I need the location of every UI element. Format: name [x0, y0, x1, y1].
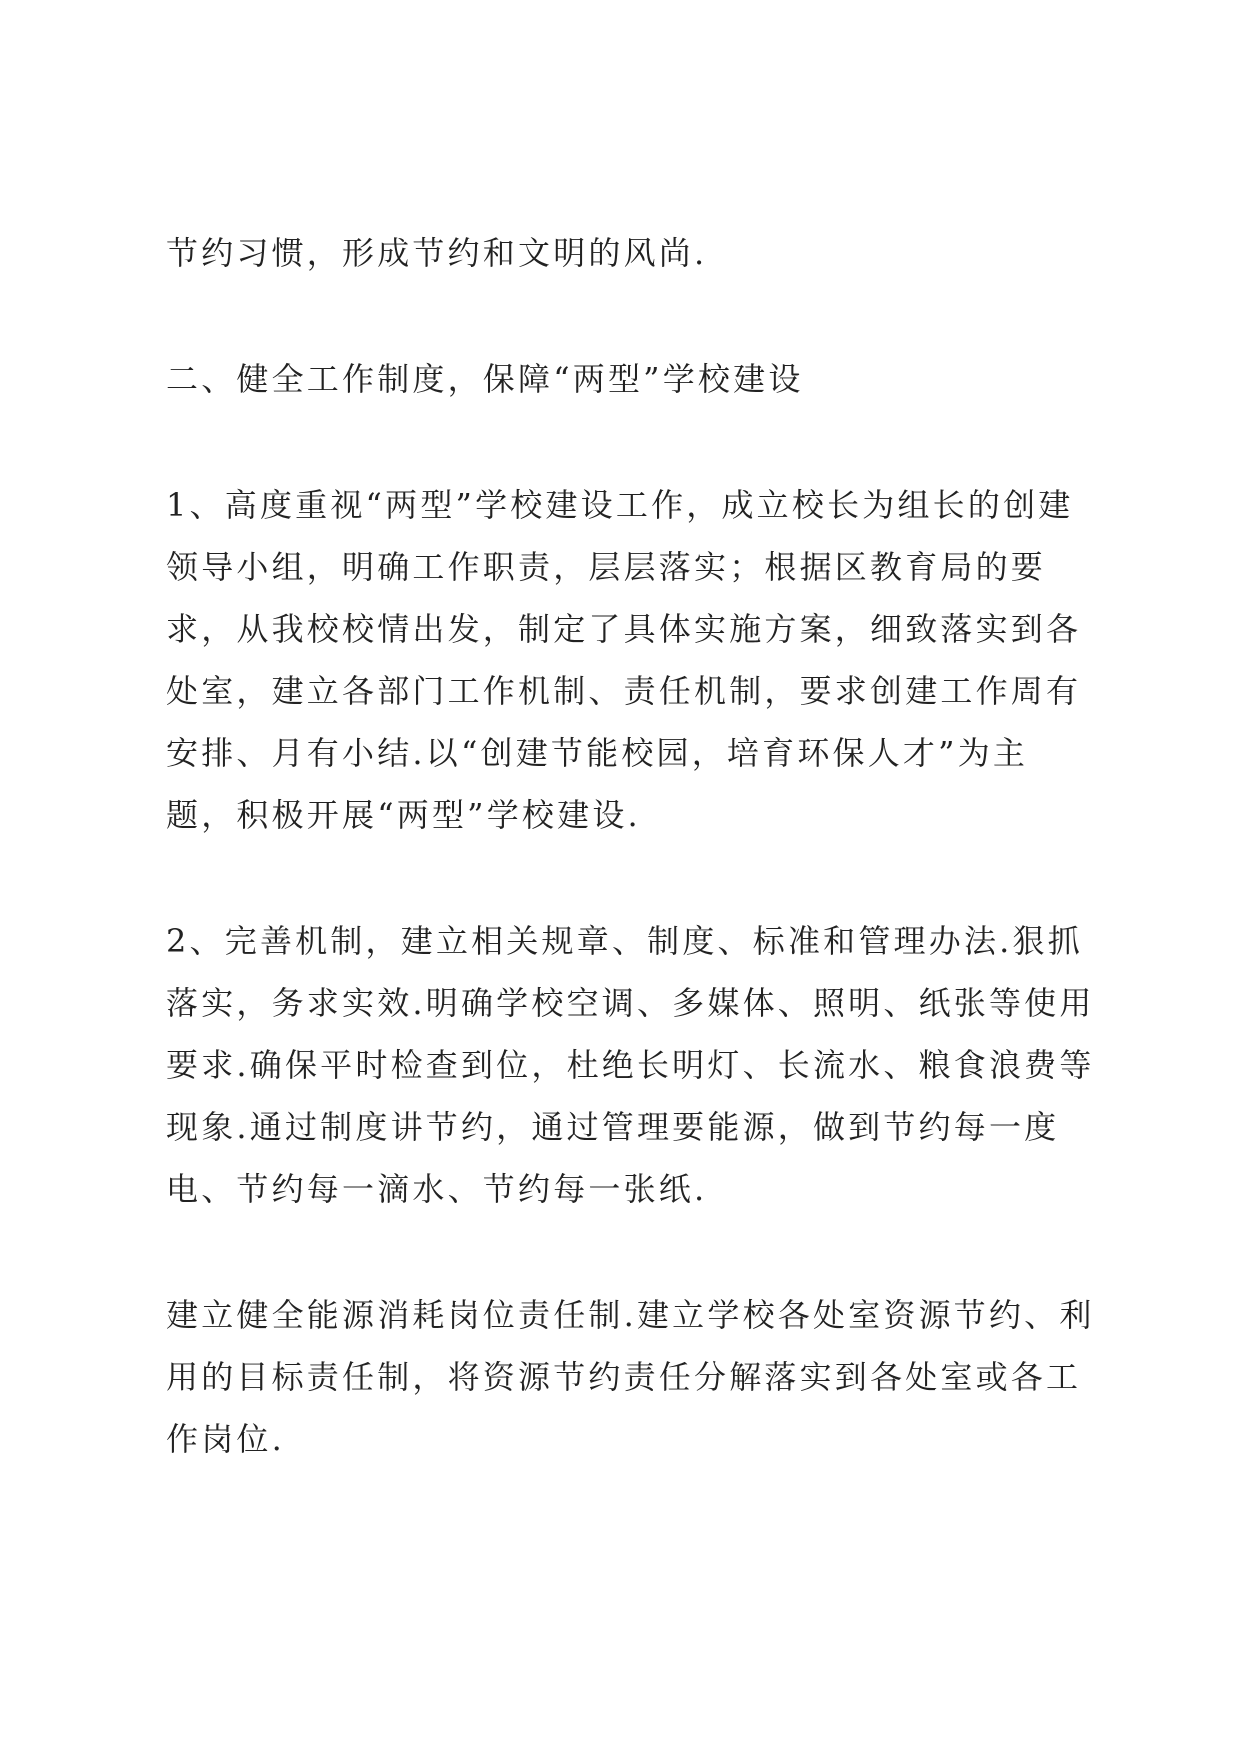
paragraph-responsibility: 建立健全能源消耗岗位责任制.建立学校各处室资源节约、利用的目标责任制，将资源节约责任分解落实到各处室或各工作岗位.: [166, 1296, 1095, 1458]
paragraph-item-1: 1、高度重视“两型”学校建设工作，成立校长为组长的创建领导小组，明确工作职责，层层落实；根据区教育局的要求，从我校校情出发，制定了具体实施方案，细致落实到各处室，建立各部门工作机制、责任机制，要求创建工作周有安排、月有小结.以“创建节能校园，培育环保人才”为主题，积极开展“两型”学校建设.: [166, 486, 1082, 834]
document-body: [166, 222, 1096, 1470]
paragraph-item-2: 2、完善机制，建立相关规章、制度、标准和管理办法.狠抓落实，务求实效.明确学校空调、多媒体、照明、纸张等使用要求.确保平时检查到位，杜绝长明灯、长流水、粮食浪费等现象.通过制度讲节约，通过管理要能源，做到节约每一度电、节约每一滴水、节约每一张纸.: [166, 922, 1095, 1208]
paragraph-continuation: 节约习惯，形成节约和文明的风尚.: [166, 234, 708, 272]
section-heading: 二、健全工作制度，保障“两型”学校建设: [166, 360, 804, 398]
